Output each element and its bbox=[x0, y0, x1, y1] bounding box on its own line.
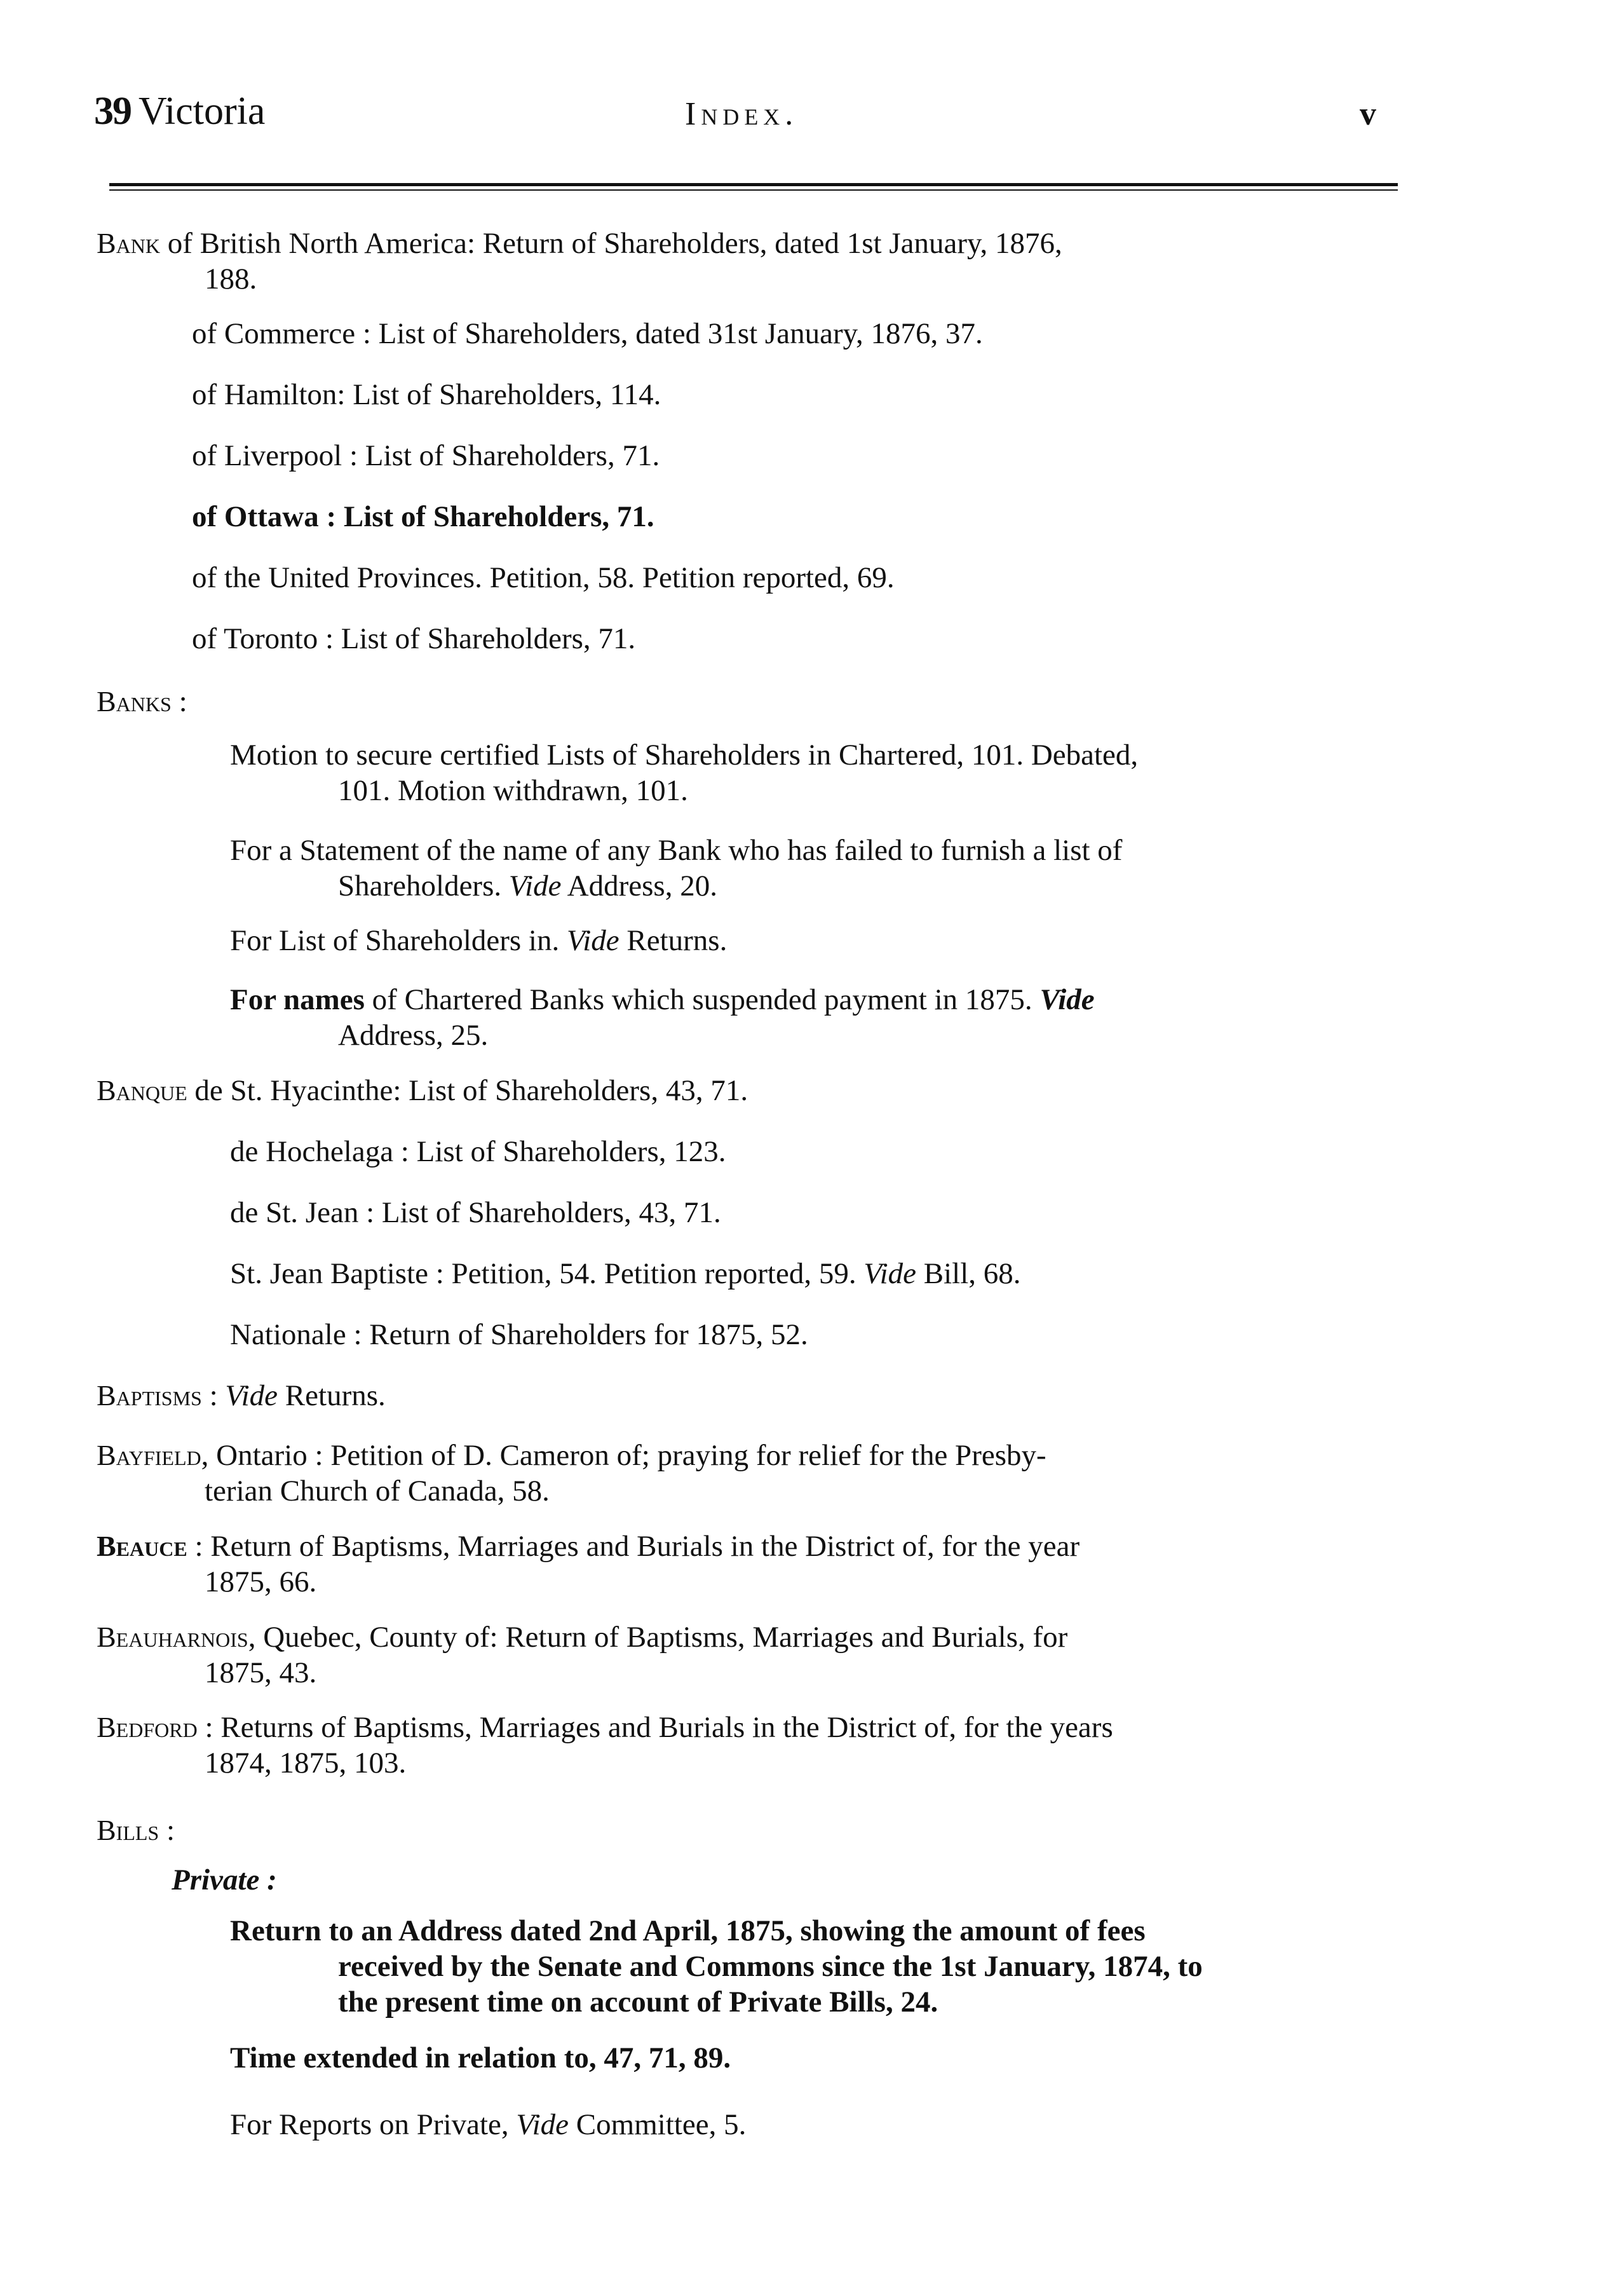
running-header-volume bbox=[94, 89, 265, 134]
index-entry-bills: Bills : bbox=[97, 1814, 175, 1847]
index-term: Baptisms bbox=[97, 1379, 202, 1412]
page-title: Index. bbox=[685, 96, 799, 132]
index-subentry-bills-return: Return to an Address dated 2nd April, 1875, showing the amount of fees received by the Senate and Commons since the 1st January, 1874, to the present time on account of Private Bills, 24. bbox=[230, 1914, 1203, 2019]
index-subentry-banque-st-jean: de St. Jean : List of Shareholders, 43, 71. bbox=[230, 1196, 721, 1229]
index-subheading-private: Private : bbox=[172, 1863, 277, 1896]
index-subentry-bank-ottawa: of Ottawa : List of Shareholders, 71. bbox=[192, 500, 654, 533]
index-subentry-bank-commerce: of Commerce : List of Shareholders, dated 31st January, 1876, 37. bbox=[192, 317, 983, 350]
index-subentry-banks-statement: For a Statement of the name of any Bank who has failed to furnish a list of Shareholders. Vide Address, 20. bbox=[230, 834, 1123, 902]
index-subentry-banks-list: For List of Shareholders in. Vide Returns. bbox=[230, 924, 727, 957]
index-entry-banks: Banks : bbox=[97, 685, 187, 718]
index-subentry-banks-motion: Motion to secure certified Lists of Shareholders in Chartered, 101. Debated, 101. Motion withdrawn, 101. bbox=[230, 739, 1139, 807]
index-term: Beauharnois bbox=[97, 1621, 248, 1653]
header-rule-thin bbox=[109, 189, 1398, 191]
index-subentry-bills-time-extended: Time extended in relation to, 47, 71, 89. bbox=[230, 2041, 731, 2074]
index-subentry-banque-nationale: Nationale : Return of Shareholders for 1875, 52. bbox=[230, 1318, 808, 1351]
index-term: Banque bbox=[97, 1074, 187, 1107]
index-term: Beauce bbox=[97, 1530, 187, 1562]
index-entry-bedford: Bedford : Returns of Baptisms, Marriages and Burials in the District of, for the years 1874, 1875, 103. bbox=[97, 1711, 1113, 1780]
volume-word: Victoria bbox=[139, 90, 266, 133]
index-term: Bank bbox=[97, 227, 161, 259]
index-term: Banks bbox=[97, 685, 172, 718]
index-term: Bills bbox=[97, 1814, 159, 1846]
index-subentry-bank-liverpool: of Liverpool : List of Shareholders, 71. bbox=[192, 439, 660, 472]
index-entry-bayfield: Bayfield, Ontario : Petition of D. Cameron of; praying for relief for the Presby- terian Church of Canada, 58. bbox=[97, 1439, 1046, 1508]
index-subentry-banque-hochelaga: de Hochelaga : List of Shareholders, 123. bbox=[230, 1135, 726, 1168]
index-subentry-bills-reports: For Reports on Private, Vide Committee, 5. bbox=[230, 2108, 747, 2141]
index-term: Bedford bbox=[97, 1711, 198, 1743]
index-subentry-bank-hamilton: of Hamilton: List of Shareholders, 114. bbox=[192, 378, 661, 411]
volume-number: 39 bbox=[94, 90, 131, 133]
index-subentry-bank-united-provinces: of the United Provinces. Petition, 58. Petition reported, 69. bbox=[192, 561, 895, 594]
index-entry-banque: Banque de St. Hyacinthe: List of Shareholders, 43, 71. bbox=[97, 1074, 748, 1107]
entry-text: of British North America: Return of Shareholders, dated 1st January, 1876, bbox=[167, 227, 1062, 260]
index-entry-beauce: Beauce : Return of Baptisms, Marriages and Burials in the District of, for the year 1875, 66. bbox=[97, 1530, 1080, 1598]
index-subentry-banks-suspended: For names of Chartered Banks which suspended payment in 1875. Vide Address, 25. bbox=[230, 983, 1095, 1052]
index-entry-bank bbox=[97, 226, 1399, 297]
page-numeral: v bbox=[1360, 96, 1376, 132]
index-subentry-bank-toronto: of Toronto : List of Shareholders, 71. bbox=[192, 622, 636, 655]
entry-continuation: 188. bbox=[205, 262, 257, 296]
index-subentry-banque-st-jean-baptiste: St. Jean Baptiste : Petition, 54. Petition reported, 59. Vide Bill, 68. bbox=[230, 1257, 1021, 1290]
index-term: Bayfield bbox=[97, 1439, 201, 1471]
header-rule-thick bbox=[109, 183, 1398, 186]
index-entry-beauharnois: Beauharnois, Quebec, County of: Return of Baptisms, Marriages and Burials, for 1875, 43. bbox=[97, 1621, 1068, 1689]
index-entry-baptisms: Baptisms : Vide Returns. bbox=[97, 1379, 386, 1412]
